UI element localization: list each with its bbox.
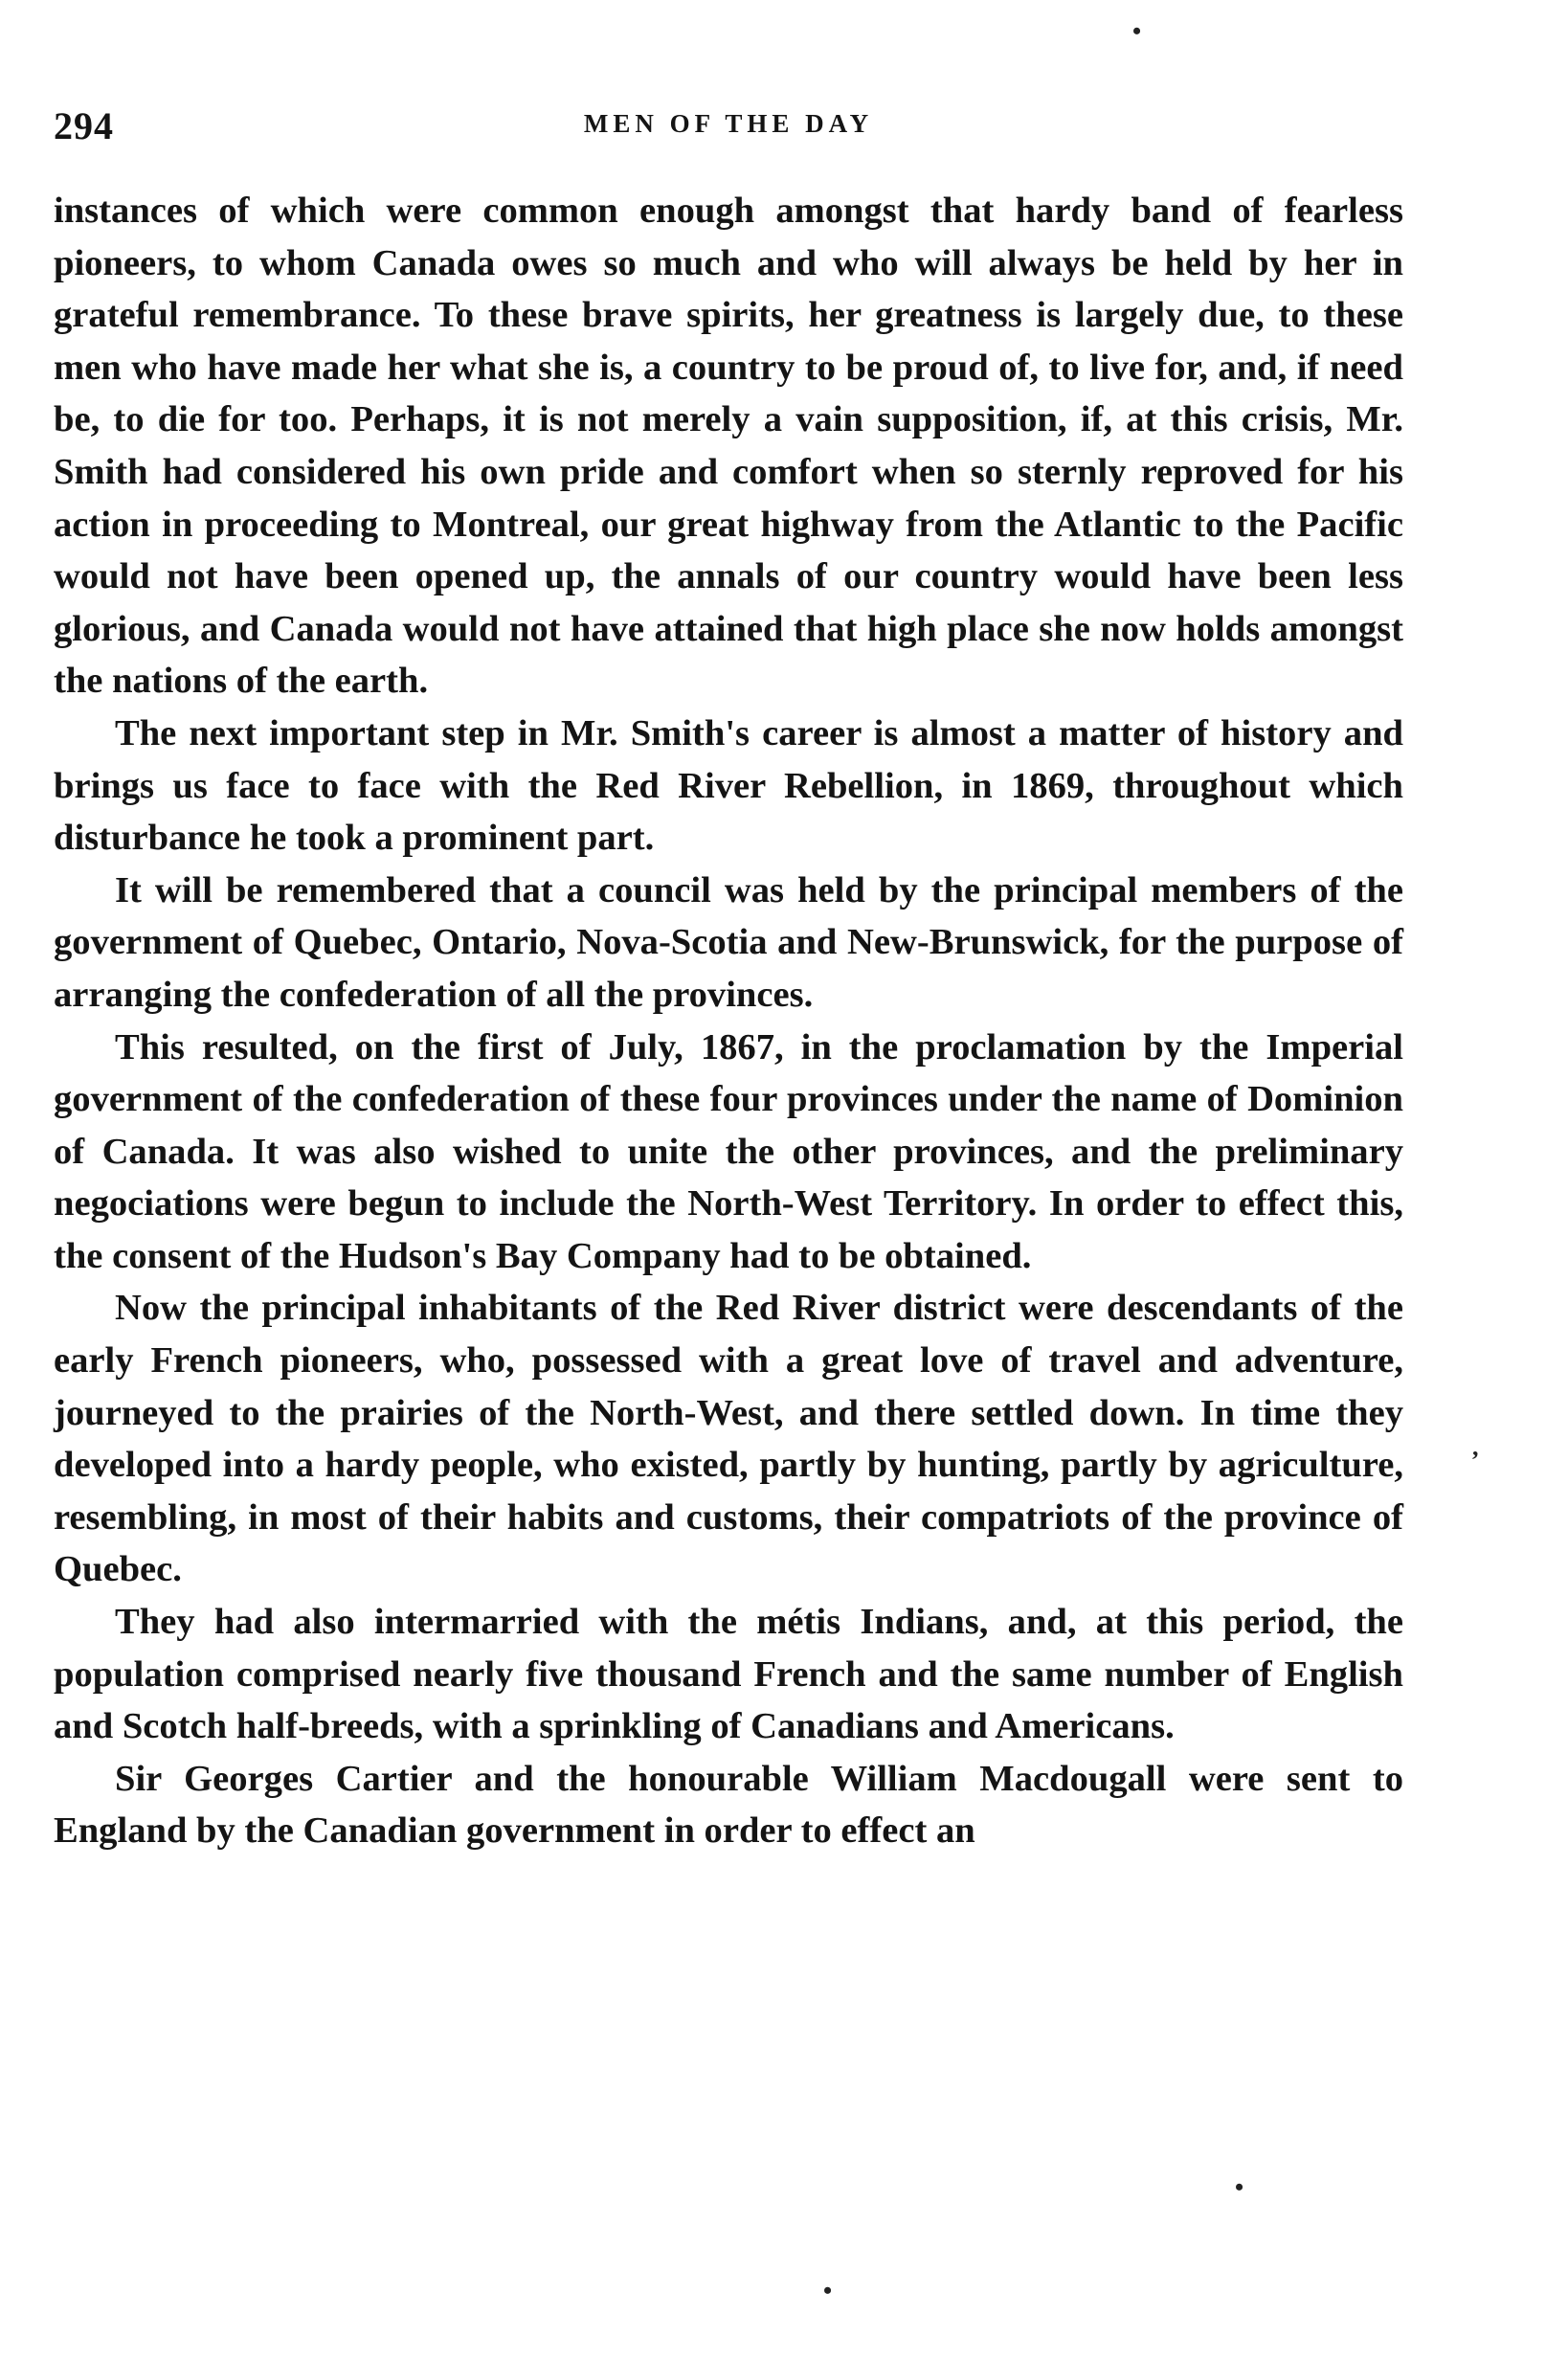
running-head — [54, 103, 1403, 151]
paragraph-7: Sir Georges Cartier and the honourable William Macdougall were sent to England by the Canadian government in order to effect an — [54, 1758, 1403, 1852]
scan-speck: • — [1132, 17, 1142, 45]
scan-speck: • — [823, 2277, 833, 2304]
paragraph-6: They had also intermarried with the métis Indians, and, at this period, the population comprised nearly five thousand French and the same number of English and Scotch half-breeds, with a sprinkling of Canadians and Americans. — [54, 1602, 1403, 1747]
paragraph-3: It will be remembered that a council was held by the principal members of the government of Quebec, Ontario, Nova-Scotia and New-Brunswick, for the purpose of arranging the confederation of all the provinces. — [54, 869, 1403, 1015]
scan-speck: , — [1472, 1433, 1479, 1461]
paragraph-4: This resulted, on the first of July, 1867, in the proclamation by the Imperial government of the confederation of these four provinces under the name of Dominion of Canada. It was also wished to unite the other provinces, and the preliminary negociations were begun to include the North-West Territory. In order to effect this, the consent of the Hudson's Bay Company had to be obtained. — [54, 1026, 1403, 1276]
body-text — [54, 185, 1403, 1857]
paragraph-5: Now the principal inhabitants of the Red River district were descendants of the early French pioneers, who, possessed with a great love of travel and adventure, journeyed to the prairies of the North-West, and there settled down. In time they developed into a hardy people, who existed, partly by hunting, partly by agriculture, resembling, in most of their habits and customs, their compatriots of the province of Quebec. — [54, 1288, 1403, 1590]
page-number: 294 — [54, 104, 114, 147]
running-title: MEN OF THE DAY — [583, 109, 874, 138]
scan-speck: • — [1235, 2173, 1244, 2201]
paragraph-2: The next important step in Mr. Smith's career is almost a matter of history and brings us face to face with the Red River Rebellion, in 1869, throughout which disturbance he took a prominent part. — [54, 712, 1403, 859]
paragraph-1: instances of which were common enough amongst that hardy band of fearless pioneers, to whom Canada owes so much and who will always be held by her in grateful remembrance. To these brave spirits, her greatness is largely due, to these men who have made her what she is, a country to be proud of, to live for, and, if need be, to die for too. Perhaps, it is not merely a vain supposition, if, at this crisis, Mr. Smith had considered his own pride and comfort when so sternly reproved for his action in proceeding to Montreal, our great highway from the Atlantic to the Pacific would not have been opened up, the annals of our country would have been less glorious, and Canada would not have attained that high place she now holds amongst the nations of the earth. — [54, 191, 1403, 702]
